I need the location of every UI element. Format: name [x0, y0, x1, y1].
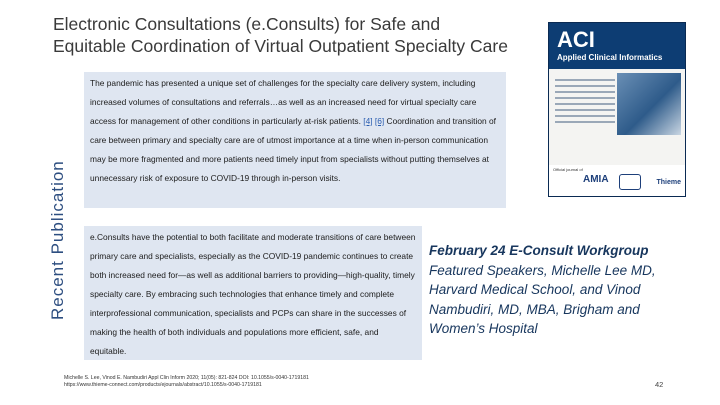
top-text-box — [84, 72, 506, 208]
reference-link-4[interactable]: [4] — [363, 116, 373, 126]
journal-cover — [548, 22, 686, 197]
top-text-part-2: Coordination and transition of care between primary and specialty care are of utmost importance at a time when in-person communication may be more fragmented and more patients need timely input from specialists without putting themselves at unnecessary risk of exposure to COVID-19 through in-person visits. — [90, 116, 496, 183]
workgroup-title: February 24 E-Consult Workgroup — [429, 243, 649, 258]
slide-title: Electronic Consultations (e.Consults) for Safe and Equitable Coordination of Virtual Outpatient Specialty Care — [53, 14, 508, 56]
cover-official-label: Official journal of — [553, 167, 583, 172]
bottom-text-box — [84, 226, 422, 360]
workgroup-speakers: Featured Speakers, Michelle Lee MD, Harvard Medical School, and Vinod Nambudiri, MD, MBA, Brigham and Women’s Hospital — [429, 262, 656, 336]
cover-text-lines — [555, 79, 615, 127]
cover-footer — [549, 165, 685, 196]
amia-logo: AMIA — [583, 174, 609, 185]
citation-url[interactable]: https://www.thieme-connect.com/products/ejournals/abstract/10.1055/s-0040-1719181 — [64, 382, 262, 388]
cover-journal-name: Applied Clinical Informatics — [557, 53, 663, 62]
cover-body — [549, 69, 685, 165]
cover-photo — [617, 73, 681, 135]
cover-acronym: ACI — [557, 27, 595, 52]
cover-header — [549, 23, 685, 69]
citation-line: Michelle S. Lee, Vinod E. Nambudiri Appl Clin Inform 2020; 11(05): 821-824 DOI: 10.1055/s-0040-1719181 — [64, 375, 309, 381]
reference-link-6[interactable]: [6] — [374, 116, 385, 126]
page-number: 42 — [655, 380, 664, 389]
bottom-text: e.Consults have the potential to both facilitate and moderate transitions of care between primary care and specialists, especially as the COVID-19 pandemic continues to create both increased need for—as well as additional barriers to providing—high-quality, timely specialty care. By embracing such technologies that enhance timely and complete interprofessional communication, specialists and PCPs can share in the successes of making the health of both individuals and populations more efficient, safe, and equitable. — [90, 232, 416, 356]
thieme-logo: Thieme — [656, 179, 681, 186]
side-label: Recent Publication — [48, 160, 67, 320]
top-text-part-1: The pandemic has presented a unique set of challenges for the specialty care delivery system, including increased volumes of consultations and referrals…as well as an increased need for virtual specialty care access for management of other conditions in particularly at-risk patients. — [90, 78, 477, 126]
workgroup-info — [429, 241, 679, 339]
imia-logo — [619, 174, 641, 190]
citation — [64, 375, 484, 389]
